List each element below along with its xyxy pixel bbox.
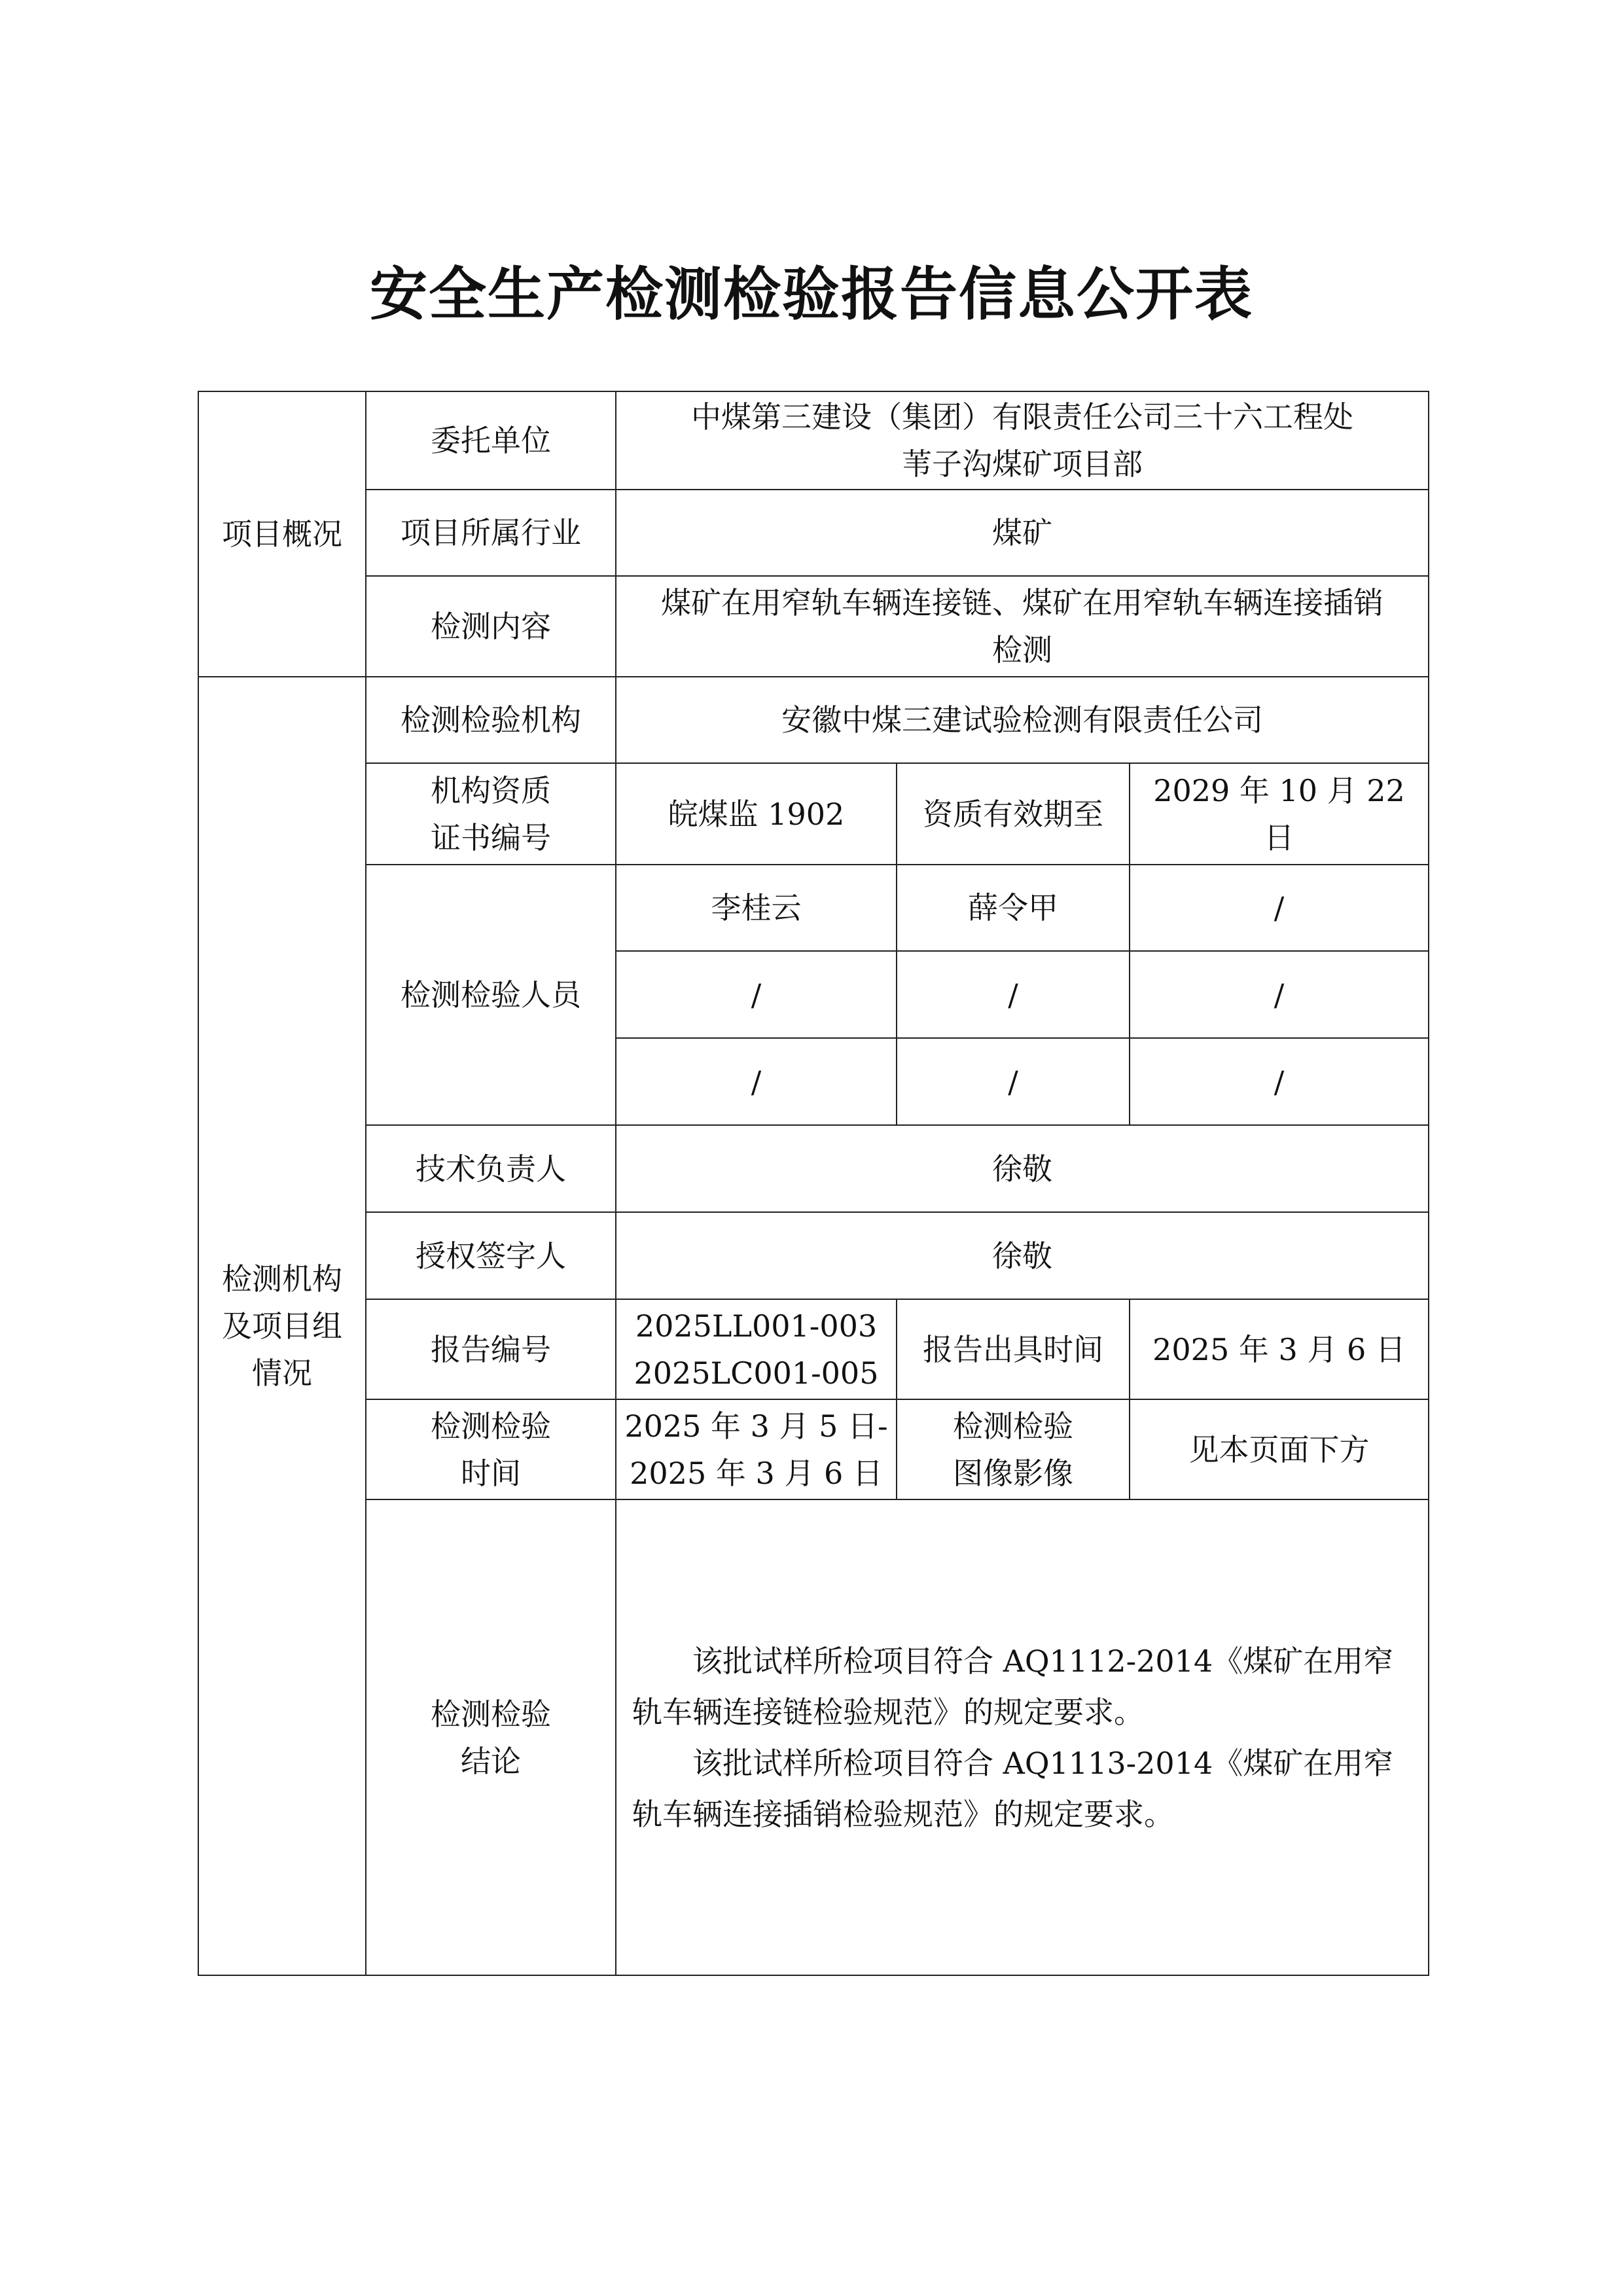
content-value: 煤矿在用窄轨车辆连接链、煤矿在用窄轨车辆连接插销 检测 — [616, 576, 1429, 677]
conclusion-paragraph: 该批试样所检项目符合 AQ1113-2014《煤矿在用窄轨车辆连接插销检验规范》的规定要求。 — [632, 1745, 1394, 1832]
signer-label: 授权签字人 — [366, 1212, 616, 1299]
table-row — [198, 391, 1429, 490]
image-value: 见本页面下方 — [1130, 1399, 1429, 1499]
industry-label: 项目所属行业 — [366, 490, 616, 576]
agency-label: 检测检验机构 — [366, 677, 616, 763]
section-label-institution: 检测机构 及项目组 情况 — [198, 677, 366, 1975]
personnel-cell: / — [1130, 951, 1429, 1038]
personnel-cell: / — [1130, 865, 1429, 951]
section-label-overview: 项目概况 — [198, 391, 366, 677]
personnel-cell: 薛令甲 — [897, 865, 1130, 951]
issue-time-value: 2025 年 3 月 6 日 — [1130, 1299, 1429, 1399]
table-row — [198, 865, 1429, 951]
table-row — [198, 576, 1429, 677]
personnel-cell: / — [616, 1038, 897, 1125]
personnel-label: 检测检验人员 — [366, 865, 616, 1125]
client-value: 中煤第三建设（集团）有限责任公司三十六工程处 苇子沟煤矿项目部 — [616, 391, 1429, 490]
personnel-cell: / — [897, 951, 1130, 1038]
personnel-cell: / — [616, 951, 897, 1038]
report-number-value: 2025LL001-003 2025LC001-005 — [616, 1299, 897, 1399]
info-table — [198, 391, 1429, 1976]
report-number-label: 报告编号 — [366, 1299, 616, 1399]
table-row — [198, 1299, 1429, 1399]
personnel-cell: / — [1130, 1038, 1429, 1125]
client-label: 委托单位 — [366, 391, 616, 490]
cert-number: 皖煤监 1902 — [616, 763, 897, 865]
validity-label: 资质有效期至 — [897, 763, 1130, 865]
content-label: 检测内容 — [366, 576, 616, 677]
tech-lead-label: 技术负责人 — [366, 1125, 616, 1212]
table-row — [198, 1212, 1429, 1299]
section-label-conclusion: 检测检验 结论 — [366, 1499, 616, 1975]
industry-value: 煤矿 — [616, 490, 1429, 576]
agency-value: 安徽中煤三建试验检测有限责任公司 — [616, 677, 1429, 763]
test-time-label: 检测检验 时间 — [366, 1399, 616, 1499]
table-row — [198, 763, 1429, 865]
page-title: 安全生产检测检验报告信息公开表 — [369, 260, 1253, 328]
personnel-cell: 李桂云 — [616, 865, 897, 951]
signer-value: 徐敬 — [616, 1212, 1429, 1299]
cert-label: 机构资质 证书编号 — [366, 763, 616, 865]
tech-lead-value: 徐敬 — [616, 1125, 1429, 1212]
personnel-cell: / — [897, 1038, 1130, 1125]
table-row — [198, 1399, 1429, 1499]
conclusion-paragraph: 该批试样所检项目符合 AQ1112-2014《煤矿在用窄轨车辆连接链检验规范》的规定要求。 — [632, 1643, 1394, 1730]
table-row — [198, 1125, 1429, 1212]
table-row — [198, 677, 1429, 763]
validity-value: 2029 年 10 月 22 日 — [1130, 763, 1429, 865]
table-row — [198, 490, 1429, 576]
table-row — [198, 1499, 1429, 1975]
image-label: 检测检验 图像影像 — [897, 1399, 1130, 1499]
test-time-value: 2025 年 3 月 5 日- 2025 年 3 月 6 日 — [616, 1399, 897, 1499]
conclusion-text — [616, 1499, 1429, 1975]
issue-time-label: 报告出具时间 — [897, 1299, 1130, 1399]
